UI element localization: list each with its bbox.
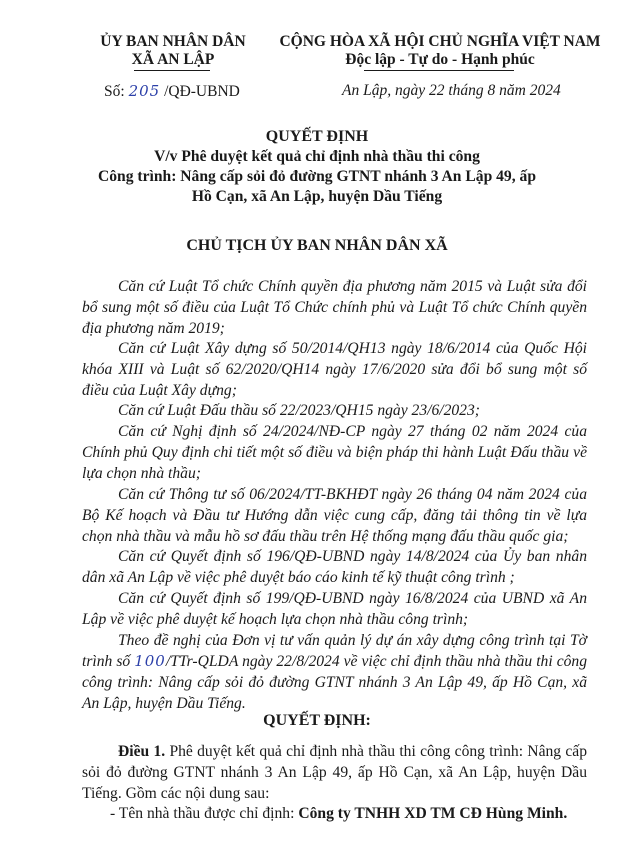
org-underline <box>134 70 210 71</box>
proposal-text-before: Theo đề nghị của Đơn vị tư vấn quản lý dự án xây dựng công trình tại Tờ trình số <box>82 632 587 670</box>
decision-heading: QUYẾT ĐỊNH: <box>263 712 371 729</box>
authority-heading: CHỦ TỊCH ỦY BAN NHÂN DÂN XÃ <box>186 237 448 254</box>
number-prefix: Số: <box>104 83 125 100</box>
contractor-label: - Tên nhà thầu được chỉ định: <box>110 805 295 822</box>
handwritten-number: 205 <box>128 82 161 100</box>
number-suffix: /QĐ-UBND <box>164 83 240 100</box>
org-name-line2: XÃ AN LẬP <box>131 51 215 68</box>
republic-title: CỘNG HÒA XÃ HỘI CHỦ NGHĨA VIỆT NAM <box>279 33 601 50</box>
subject-line3: Hồ Cạn, xã An Lập, huyện Dầu Tiếng <box>191 188 443 205</box>
article-1 <box>82 741 587 804</box>
national-motto: Độc lập - Tự do - Hạnh phúc <box>345 51 535 68</box>
motto-underline <box>364 70 514 71</box>
decision-title: QUYẾT ĐỊNH <box>265 128 369 145</box>
handwritten-proposal-number: 100 <box>134 652 166 670</box>
subject-line1: V/v Phê duyệt kết quả chỉ định nhà thầu thi công <box>154 148 480 165</box>
contractor-name: Công ty TNHH XD TM CĐ Hùng Minh. <box>298 805 568 822</box>
document-number <box>104 82 240 101</box>
proposal-paragraph <box>82 630 587 714</box>
article-1-label: Điều 1. <box>118 743 166 760</box>
legal-basis-4: Căn cứ Nghị định số 24/2024/NĐ-CP ngày 27 tháng 02 năm 2024 của Chính phủ Quy định chi tiết một số điều và biện pháp thi hành Luật Đấu thầu về lựa chọn nhà thầu; <box>82 423 587 482</box>
legal-basis-1: Căn cứ Luật Tổ chức Chính quyền địa phương năm 2015 và Luật sửa đổi bổ sung một số điều của Luật Tổ Chức chính phủ và Luật Tổ chức Chính quyền địa phương năm 2019; <box>82 278 587 337</box>
subject-line2: Công trình: Nâng cấp sỏi đỏ đường GTNT nhánh 3 An Lập 49, ấp <box>97 168 536 185</box>
legal-basis-2: Căn cứ Luật Xây dựng số 50/2014/QH13 ngày 18/6/2014 của Quốc Hội khóa XIII và Luật số 62/2020/QH14 ngày 17/6/2020 sửa đổi bổ sung một số điều của Luật Xây dựng; <box>82 340 587 399</box>
org-name-line1: ỦY BAN NHÂN DÂN <box>100 33 246 50</box>
place-date: An Lập, ngày 22 tháng 8 năm 2024 <box>342 82 561 99</box>
legal-basis-7: Căn cứ Quyết định số 199/QĐ-UBND ngày 16/8/2024 của UBND xã An Lập về việc phê duyệt kế hoạch lựa chọn nhà thầu công trình; <box>82 590 587 628</box>
legal-basis-5: Căn cứ Thông tư số 06/2024/TT-BKHĐT ngày 26 tháng 04 năm 2024 của Bộ Kế hoạch và Đầu tư Hướng dẫn việc cung cấp, đăng tải thông tin về lựa chọn nhà thầu và mẫu hồ sơ đấu thầu trên Hệ thống mạng đấu thầu quốc gia; <box>82 486 587 545</box>
proposal-text-after: /TTr-QLDA ngày 22/8/2024 về việc chỉ định thầu nhà thầu thi công công trình: Nâng cấp sỏi đỏ đường GTNT nhánh 3 An Lập 49, ấp Hồ Cạn, xã An Lập, huyện Dầu Tiếng. <box>82 653 588 712</box>
legal-basis-3: Căn cứ Luật Đấu thầu số 22/2023/QH15 ngày 23/6/2023; <box>118 402 480 419</box>
article-1-text: Phê duyệt kết quả chỉ định nhà thầu thi công công trình: Nâng cấp sỏi đỏ đường GTNT nhánh 3 An Lập 49, ấp Hồ Cạn, xã An Lập, huyện Dầu Tiếng. Gồm các nội dung sau: <box>82 743 588 802</box>
contractor-line <box>110 805 567 823</box>
legal-basis-6: Căn cứ Quyết định số 196/QĐ-UBND ngày 14/8/2024 của Ủy ban nhân dân xã An Lập về việc phê duyệt báo cáo kinh tế kỹ thuật công trình ; <box>82 548 587 586</box>
